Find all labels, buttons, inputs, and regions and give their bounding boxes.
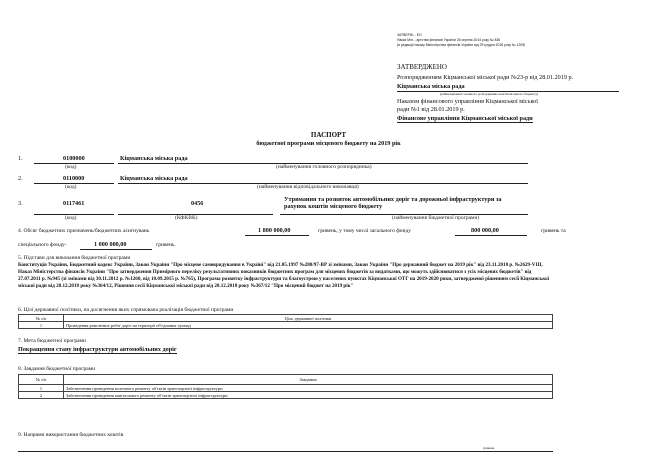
row1-name: Кіцманська міська рада (120, 155, 188, 162)
table-row (19, 392, 553, 399)
approved-order-2a: Наказом фінансового управління Кіцманської міської (397, 98, 538, 105)
row3-name: Утримання та розвиток автомобільних доріг та дорожньої інфраструктури за рахунок коштів місцевого бюджету (284, 196, 502, 210)
budget-mid: гривень, у тому числі загального фонду (318, 228, 412, 234)
passport-subtitle: бюджетної програми місцевого бюджету на 2019 рік (256, 140, 401, 147)
row2-name-caption: (найменування відповідального виконавця) (257, 184, 359, 190)
approved-order-2b: ради №1 від 28.01.2019 р. (397, 106, 465, 113)
row2-num: 2. (18, 175, 23, 182)
stamp-line-3: (в редакції наказу Міністерства фінансів України від 29 грудня 2018 року № 1209) (397, 43, 526, 47)
row1-code-caption: (код) (65, 164, 77, 170)
tasks-col-task: Завдання (64, 375, 553, 385)
goals-col-goal: Ціль державної політики (64, 315, 553, 322)
row2-code-caption: (код) (65, 184, 77, 190)
goals-table (18, 314, 553, 329)
section9-heading: 9. Напрями використання бюджетних коштів (18, 432, 124, 438)
council-caption: (найменування головного розпорядника коштів місцевого бюджету) (440, 92, 539, 96)
row2-code: 0110000 (63, 175, 85, 182)
section7-heading: 7. Мета бюджетної програми (18, 338, 86, 344)
tasks-row1-text: Забезпечення проведення поточного ремонту об'єктів транспортної інфраструктури (64, 385, 553, 392)
budget-total: 1 800 000,00 (258, 227, 291, 234)
row1-name-caption: (найменування головного розпорядника) (276, 164, 372, 170)
tasks-table (18, 374, 553, 399)
budget-special-tail: гривень. (156, 242, 176, 248)
row1-num: 1. (18, 155, 23, 162)
goals-col-num: № з/п (19, 315, 64, 322)
section7-text: Покращення стану інфраструктури автомобільних доріг (18, 346, 177, 353)
row3-code-caption: (код) (65, 215, 77, 221)
approved-council: Кіцманська міська рада (397, 83, 465, 90)
approved-order-1: Розпорядженням Кіцманської міської ради №23-р від 28.01.2019 р. (397, 74, 574, 81)
tasks-row2-text: Забезпечення проведення капітального ремонту об'єктів транспортної інфраструктури (64, 392, 553, 399)
section8-heading: 8. Завдання бюджетної програми (18, 366, 96, 372)
tasks-row2-num: 2 (19, 392, 64, 399)
row3-code: 0117461 (63, 200, 85, 207)
row3-kfkvk-caption: (КФКВК) (175, 215, 198, 221)
budget-tail: гривень та (541, 228, 566, 234)
budget-label: 4. Обсяг бюджетних призначень/бюджетних асигнувань (18, 228, 150, 234)
stamp-line-1: ЗАТВЕРЖ... ЕО (397, 33, 422, 37)
section6-heading: 6. Цілі державної політики, на досягнення яких спрямована реалізація бюджетної програми (18, 307, 234, 313)
section9-unit: гривень (483, 446, 495, 450)
tasks-row1-num: 1 (19, 385, 64, 392)
basis-heading: 5. Підстави для виконання бюджетної програми (18, 255, 131, 261)
goals-row-num: 1 (19, 322, 64, 329)
budget-special: 1 000 000,00 (94, 241, 127, 248)
approved-heading: ЗАТВЕРДЖЕНО (397, 63, 447, 71)
table-row (19, 385, 553, 392)
budget-special-label: спеціального фонду- (18, 242, 67, 248)
table-row (19, 322, 553, 329)
approved-dept: Фінансове управління Кіцманської міської ради (397, 115, 533, 122)
row2-name: Кіцманська міська рада (120, 175, 188, 182)
tasks-col-num: № з/п (19, 375, 64, 385)
stamp-line-2: Наказ Мін... артства фінансів України 26 серпня 2014 року № 836 (397, 38, 501, 42)
basis-text: Конституція України, Бюджетний кодекс України, Закон України "Про місцеве самоврядування в Україні" від 21.05.1997 №280/97-ВР зі змінами, Закон України "Про державний бюджет на 2019 рік" від 23.11.2018 р. №2629-VIII, Наказ Міністерства фінансів України "Про затвердження Примірного переліку результативних показників бюджетних програм для місцевих бюджетів за видатками, що можуть здійснюватися з усіх місцевих бюджетів" від 27.07.2011 р. №945 (зі змінами від 30.11.2012 р. №1260, від 10.09.2015 р. №765), Програма розвитку інфраструктури та благоустрою у населених пунктах Кіцманської ОТГ на 2019-2020 роки, затвердженої рішенням сесії Кіцманської міської ради від 20.12.2018 року №364/12, Рішення сесії Кіцманської міської ради від 20.12.2018 року №367/12 "Про місцевий бюджет на 2019 рік" (18, 262, 550, 289)
row3-name-caption: (найменування бюджетної програми) (392, 215, 480, 221)
row1-code: 0100000 (63, 155, 85, 162)
row3-kfkvk: 0456 (191, 200, 204, 207)
passport-title: ПАСПОРТ (310, 131, 347, 139)
goals-row-text: Проведення ремонтних робіт доріг на території об'єднаних громад (64, 322, 553, 329)
budget-general: 800 000,00 (471, 227, 499, 234)
row3-num: 3. (18, 200, 23, 207)
